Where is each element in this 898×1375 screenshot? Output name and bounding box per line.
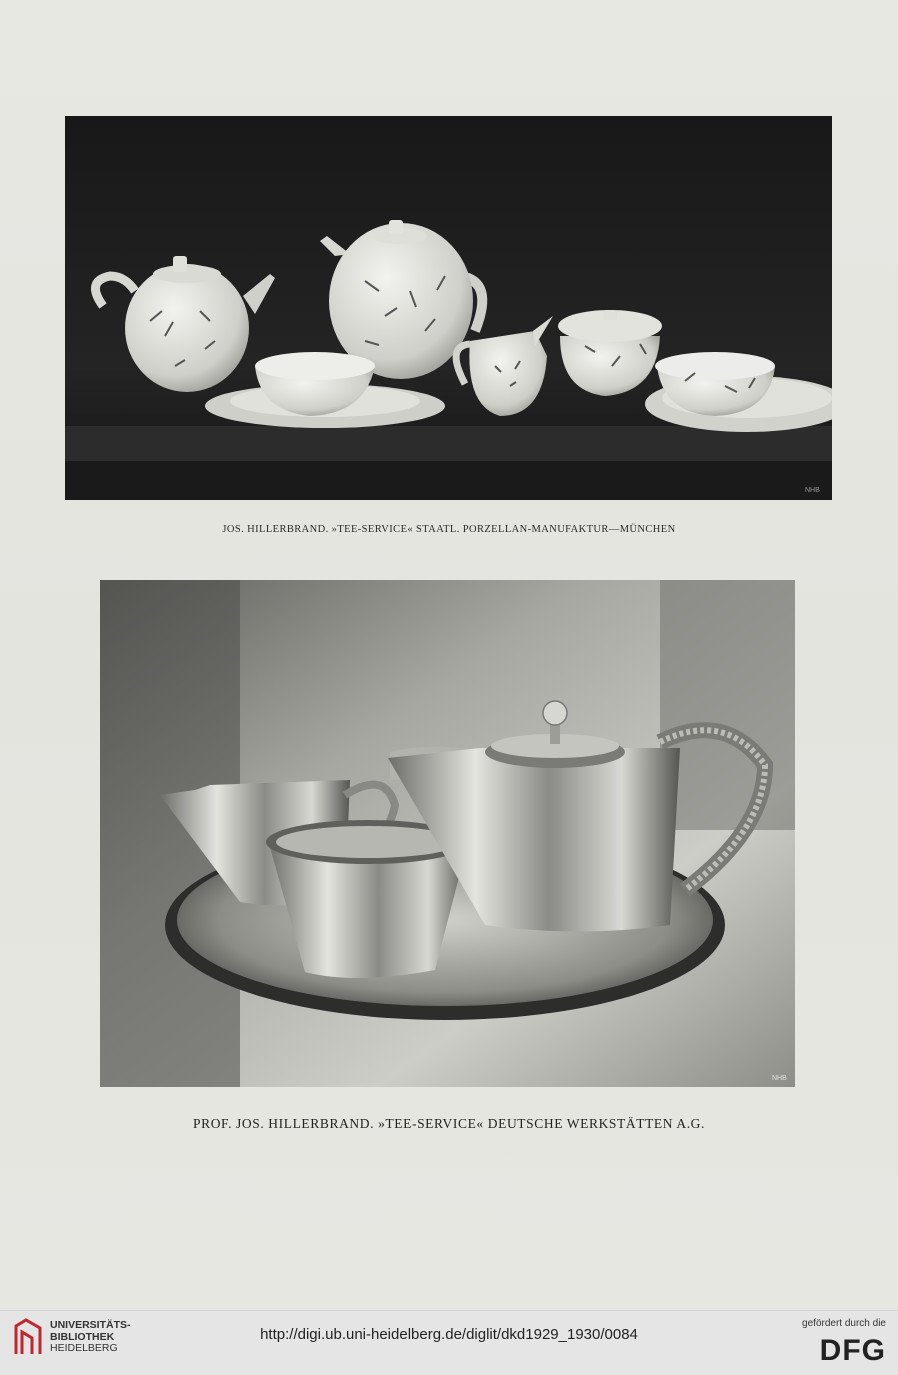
porcelain-tea-set-photo [65, 116, 832, 500]
silver-tea-set-photo [100, 580, 795, 1087]
dfg-logo: DFG [819, 1334, 886, 1367]
caption-silver: PROF. JOS. HILLERBRAND. »TEE-SERVICE« DEUTSCHE WERKSTÄTTEN A.G. [192, 1116, 706, 1131]
library-line-1: UNIVERSITÄTS- [50, 1319, 131, 1331]
photographer-monogram: NHB [772, 1075, 787, 1082]
caption-porcelain: JOS. HILLERBRAND. »TEE-SERVICE« STAATL. PORZELLAN-MANUFAKTUR—MÜNCHEN [222, 524, 676, 535]
library-line-2: BIBLIOTHEK [50, 1330, 115, 1343]
library-line-3: HEIDELBERG [50, 1342, 118, 1354]
photographer-monogram: NHB [805, 487, 820, 494]
permalink-url[interactable]: http://digi.ub.uni-heidelberg.de/diglit/dkd1929_1930/0084 [260, 1326, 638, 1343]
funder-note: gefördert durch die [802, 1318, 886, 1329]
